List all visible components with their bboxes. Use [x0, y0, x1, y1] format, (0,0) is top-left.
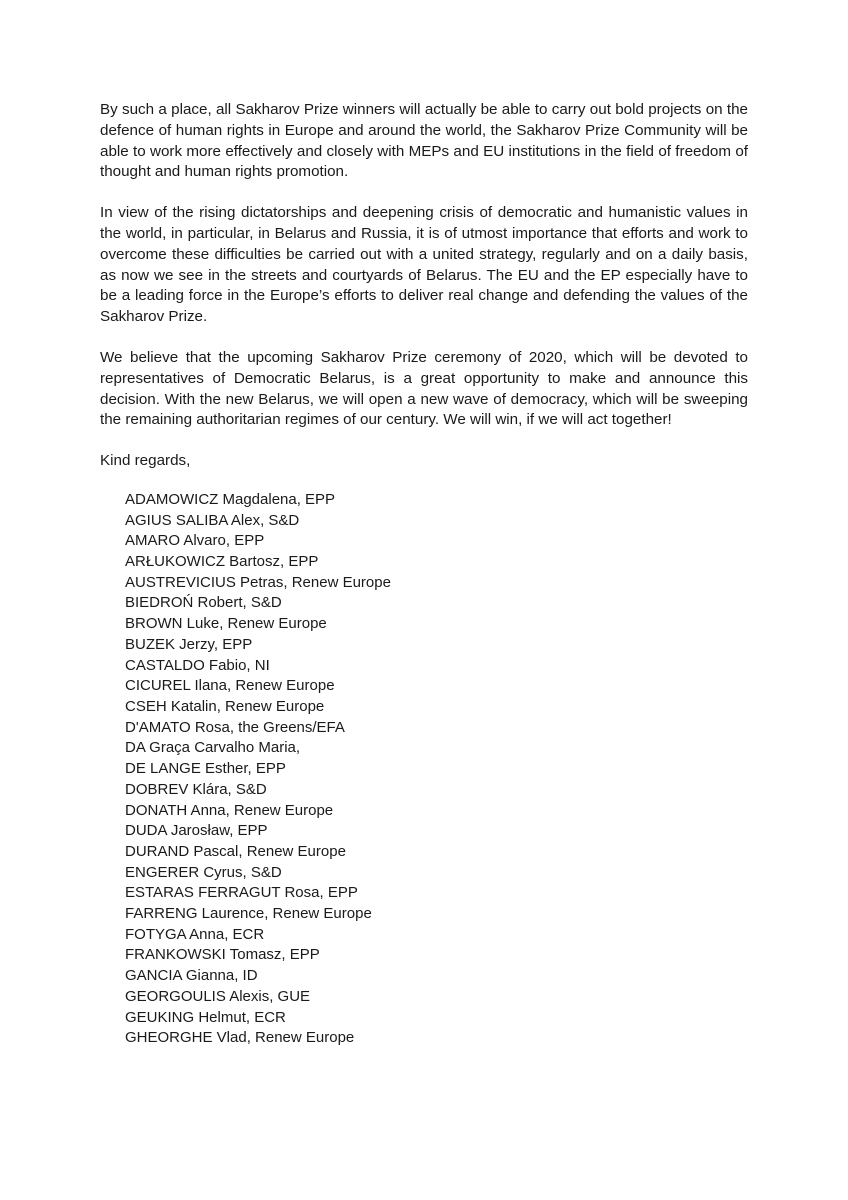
paragraph-upcoming-ceremony: We believe that the upcoming Sakharov Prize ceremony of 2020, which will be devoted to representatives of Democratic Belarus, is a great opportunity to make and announce this decision. With the new Belarus, we will open a new wave of democracy, which will be sweeping the remaining authoritarian regimes of our century. We will win, if we will act together! [100, 348, 748, 429]
signatory: ENGERER Cyrus, S&D [125, 863, 282, 881]
signatory: D'AMATO Rosa, the Greens/EFA [125, 718, 345, 736]
signatory: GHEORGHE Vlad, Renew Europe [125, 1029, 355, 1047]
signatory-list [100, 490, 748, 1049]
paragraph-rising-dictatorships: In view of the rising dictatorships and deepening crisis of democratic and humanistic values in the world, in particular, in Belarus and Russia, it is of utmost importance that efforts and work to overcome these difficulties be carried out with a united strategy, regularly and on a daily basis, as now we see in the streets and courtyards of Belarus. The EU and the EP especially have to be a leading force in the Europe’s efforts to deliver real change and defending the values of the Sakharov Prize. [100, 204, 748, 326]
signatory: DOBREV Klára, S&D [125, 780, 267, 798]
signatory: DE LANGE Esther, EPP [125, 760, 286, 778]
signatory: AGIUS SALIBA Alex, S&D [125, 511, 300, 529]
signatory: BUZEK Jerzy, EPP [125, 635, 253, 653]
signatory: AMARO Alvaro, EPP [125, 532, 265, 550]
signatory: BROWN Luke, Renew Europe [125, 615, 327, 633]
signatory: BIEDROŃ Robert, S&D [125, 594, 282, 612]
signatory: CICUREL Ilana, Renew Europe [125, 677, 335, 695]
letter-body [100, 100, 748, 1049]
signatory: CASTALDO Fabio, NI [125, 656, 270, 674]
signatory: FOTYGA Anna, ECR [125, 925, 265, 943]
paragraph-sakharov-place: By such a place, all Sakharov Prize winners will actually be able to carry out bold projects on the defence of human rights in Europe and around the world, the Sakharov Prize Community will be able to work more effectively and closely with MEPs and EU institutions in the field of freedom of thought and human rights promotion. [100, 101, 748, 181]
signatory: AUSTREVICIUS Petras, Renew Europe [125, 573, 391, 591]
closing-salutation: Kind regards, [100, 452, 191, 470]
signatory: DURAND Pascal, Renew Europe [125, 842, 346, 860]
signatory: ARŁUKOWICZ Bartosz, EPP [125, 553, 319, 571]
signatory: GEORGOULIS Alexis, GUE [125, 987, 311, 1005]
signatory: FARRENG Laurence, Renew Europe [125, 905, 372, 923]
signatory: GEUKING Helmut, ECR [125, 1008, 286, 1026]
signatory: DUDA Jarosław, EPP [125, 822, 268, 840]
signatory: CSEH Katalin, Renew Europe [125, 697, 325, 715]
signatory: ESTARAS FERRAGUT Rosa, EPP [125, 884, 358, 902]
signatory: GANCIA Gianna, ID [125, 967, 258, 985]
signatory: DONATH Anna, Renew Europe [125, 801, 334, 819]
signatory: FRANKOWSKI Tomasz, EPP [125, 946, 320, 964]
signatory: ADAMOWICZ Magdalena, EPP [125, 490, 336, 508]
signatory: DA Graça Carvalho Maria, [125, 739, 301, 757]
